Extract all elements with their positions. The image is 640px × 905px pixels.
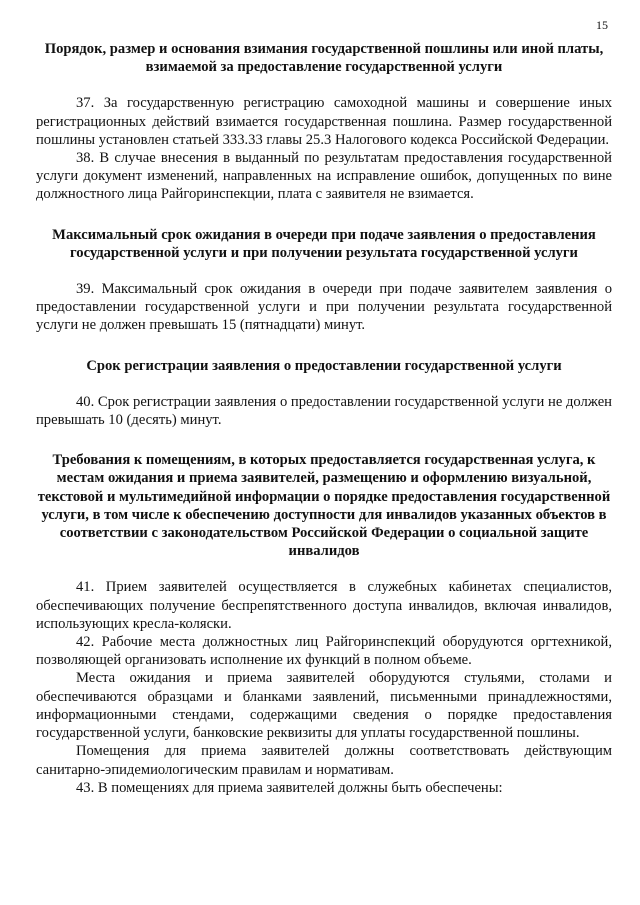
paragraph-37: 37. За государственную регистрацию самоходной машины и совершение иных регистрационных действий взимается государственная пошлина. Размер государственной пошлины установлен статьей 333.33 главы 25.3 Налогового кодекса Российской Федерации. [36,95,612,148]
section-heading-queue-time: Максимальный срок ожидания в очереди при подаче заявления о предоставления государственной услуги и при получении результата государственной услуги [52,226,596,261]
section-heading-registration-time: Срок регистрации заявления о предоставлении государственной услуги [86,357,562,374]
document-body [36,40,612,797]
section-heading-fee: Порядок, размер и основания взимания государственной пошлины или иной платы, взимаемой за предоставление государственной услуги [44,41,604,76]
paragraph-waiting-areas: Места ожидания и приема заявителей оборудуются стульями, столами и обеспечиваются образцами и бланками заявлений, письменными принадлежностями, информационными стендами, содержащими сведения о порядке предоставления государственной услуги, банковские реквизиты для уплаты государственной пошлины. [36,670,612,742]
section-heading-premises: Требования к помещениям, в которых предоставляется государственная услуга, к местам ожидания и приема заявителей, размещению и оформлению визуальной, текстовой и мультимедийной информации о порядке предоставления государственной услуги, в том числе к обеспечению доступности для инвалидов указанных объектов в соответствии с законодательством Российской Федерации о социальной защите инвалидов [37,452,611,560]
page-number: 15 [596,18,608,32]
paragraph-sanitary: Помещения для приема заявителей должны соответствовать действующим санитарно-эпидемиологическим правилам и нормативам. [36,743,612,778]
paragraph-40: 40. Срок регистрации заявления о предоставлении государственной услуги не должен превышать 10 (десять) минут. [36,393,612,429]
paragraph-43: 43. В помещениях для приема заявителей должны быть обеспечены: [76,779,503,796]
paragraph-39: 39. Максимальный срок ожидания в очереди при подаче заявителем заявления о предоставлении государственной услуги и при получении результата государственной услуги не должен превышать 15 (пятнадцати) минут. [36,281,612,334]
paragraph-41: 41. Прием заявителей осуществляется в служебных кабинетах специалистов, обеспечивающих получение беспрепятственного доступа инвалидов, включая инвалидов, использующих кресла-коляски. [36,579,612,632]
paragraph-38: 38. В случае внесения в выданный по результатам предоставления государственной услуги документ изменений, направленных на исправление ошибок, допущенных по вине должностного лица Райгоринспекции, плата с заявителя не взимается. [36,150,612,203]
paragraph-42: 42. Рабочие места должностных лиц Райгоринспекций оборудуются оргтехникой, позволяющей организовать исполнение их функций в полном объеме. [36,634,612,669]
